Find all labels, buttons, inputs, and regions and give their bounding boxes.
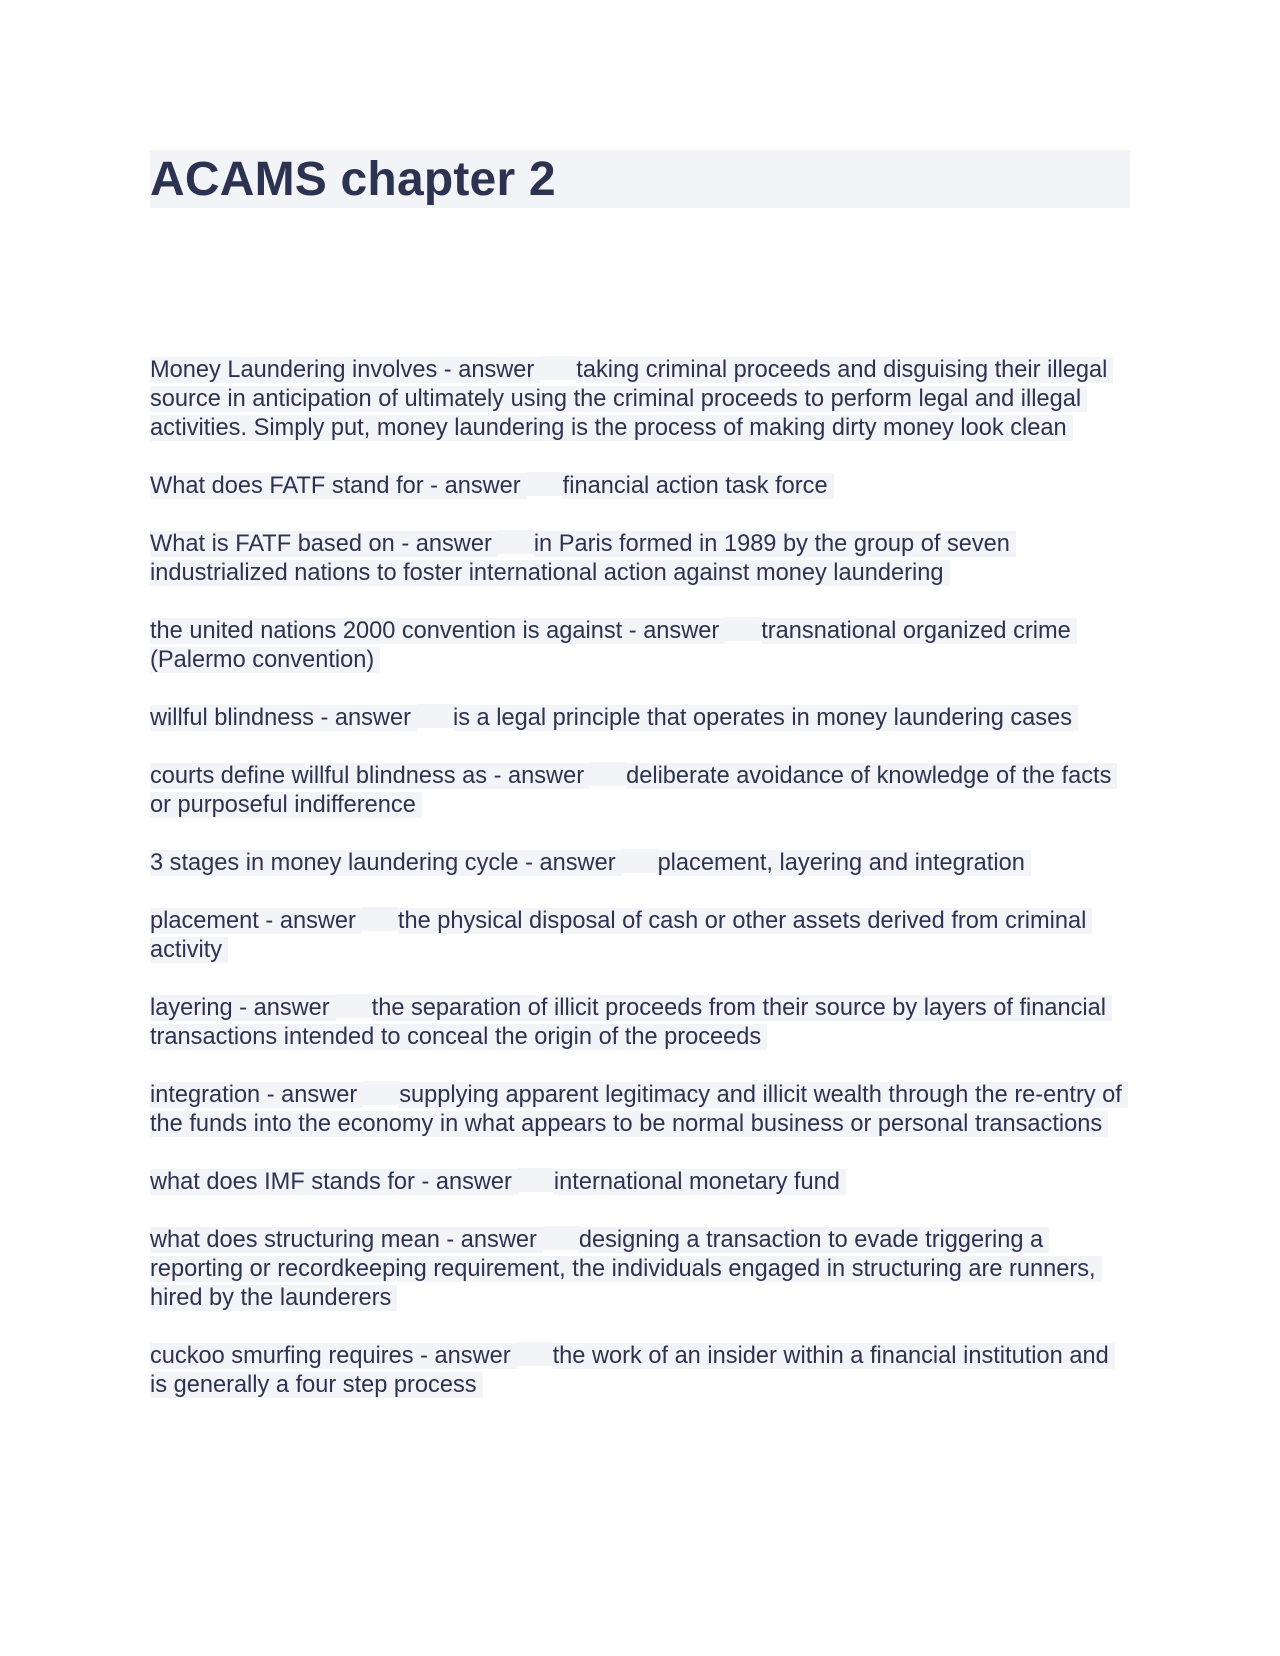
title-bar [150, 150, 1130, 208]
entry-separator [540, 356, 576, 380]
entry-question: the united nations 2000 convention is against - answer [150, 618, 725, 644]
entry-answer: financial action task force [563, 473, 834, 499]
flashcard-entry [150, 1226, 1130, 1313]
entry-separator [498, 530, 534, 554]
entry-answer: transnational organized crime (Palermo convention) [150, 618, 1077, 673]
entry-question: what does structuring mean - answer [150, 1227, 543, 1253]
flashcard-entry [150, 472, 1130, 501]
entry-separator [362, 907, 398, 931]
flashcard-entry [150, 994, 1130, 1052]
entry-separator [527, 472, 563, 496]
entry-answer: international monetary fund [554, 1169, 846, 1195]
entry-separator [725, 617, 761, 641]
entry-answer: supplying apparent legitimacy and illicit wealth through the re-entry of the funds into the economy in what appears to be normal business or personal transactions [150, 1082, 1128, 1137]
entry-answer: the separation of illicit proceeds from their source by layers of financial transactions intended to conceal the origin of the proceeds [150, 995, 1112, 1050]
entry-answer: placement, layering and integration [658, 850, 1031, 876]
entry-separator [336, 994, 372, 1018]
flashcard-entry [150, 762, 1130, 820]
entry-separator [518, 1168, 554, 1192]
document-page [150, 150, 1130, 1429]
page-title: ACAMS chapter 2 [150, 153, 556, 206]
flashcard-entry [150, 530, 1130, 588]
entry-question: courts define willful blindness as - answer [150, 763, 590, 789]
flashcard-entry [150, 617, 1130, 675]
entry-question: What does FATF stand for - answer [150, 473, 527, 499]
entry-separator [590, 762, 626, 786]
entry-question: placement - answer [150, 908, 362, 934]
entry-answer: is a legal principle that operates in money laundering cases [453, 705, 1078, 731]
entry-question: 3 stages in money laundering cycle - answer [150, 850, 622, 876]
entry-separator [543, 1226, 579, 1250]
flashcard-entry [150, 1342, 1130, 1400]
entry-separator [622, 849, 658, 873]
entry-answer: designing a transaction to evade triggering a reporting or recordkeeping requirement, the individuals engaged in structuring are runners, hired by the launderers [150, 1227, 1102, 1311]
entry-answer: taking criminal proceeds and disguising their illegal source in anticipation of ultimately using the criminal proceeds to perform legal and illegal activities. Simply put, money laundering is the process of making dirty money look clean [150, 357, 1113, 441]
flashcard-entry [150, 1168, 1130, 1197]
entry-question: willful blindness - answer [150, 705, 417, 731]
entry-separator [417, 704, 453, 728]
flashcard-entry [150, 704, 1130, 733]
entry-answer: the work of an insider within a financial institution and is generally a four step process [150, 1343, 1115, 1398]
entry-question: cuckoo smurfing requires - answer [150, 1343, 517, 1369]
entry-question: layering - answer [150, 995, 336, 1021]
entry-question: What is FATF based on - answer [150, 531, 498, 557]
entry-question: what does IMF stands for - answer [150, 1169, 518, 1195]
entry-answer: the physical disposal of cash or other assets derived from criminal activity [150, 908, 1092, 963]
entry-question: Money Laundering involves - answer [150, 357, 540, 383]
flashcard-entry [150, 356, 1130, 443]
entry-separator [363, 1081, 399, 1105]
flashcard-entry [150, 849, 1130, 878]
entry-separator [517, 1342, 553, 1366]
entry-question: integration - answer [150, 1082, 363, 1108]
flashcard-entry [150, 1081, 1130, 1139]
entry-answer: deliberate avoidance of knowledge of the facts or purposeful indifference [150, 763, 1117, 818]
entry-answer: in Paris formed in 1989 by the group of seven industrialized nations to foster international action against money laundering [150, 531, 1016, 586]
flashcard-entry [150, 907, 1130, 965]
flashcard-list [150, 356, 1130, 1400]
